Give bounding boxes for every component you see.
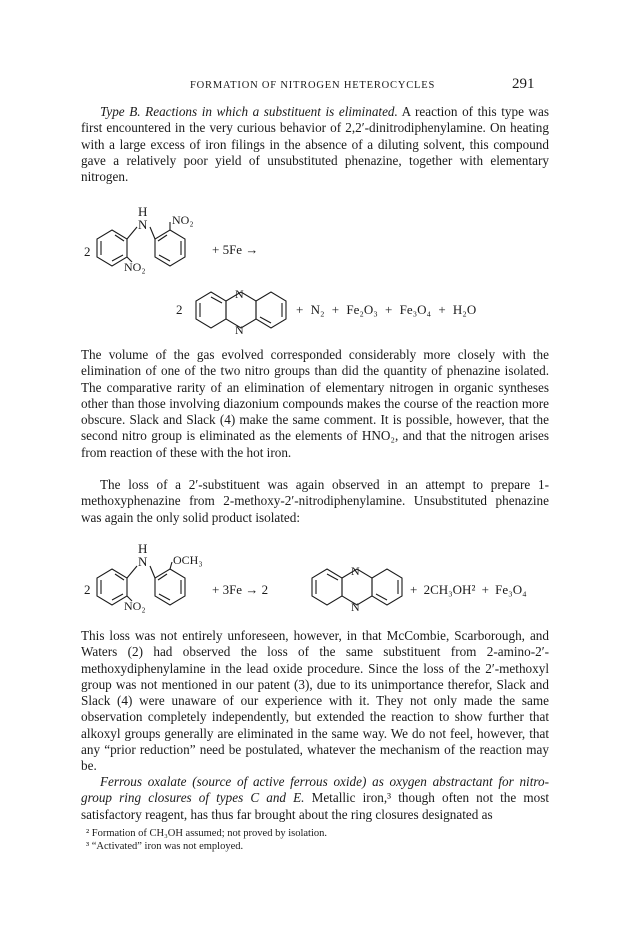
type-b-text: A reaction of this type was first encountered in the very curious behavior of 2,2′-dinitrodiphenylamine. On heating with a large excess of iron filings in the absence of a diluting solvent, this compound gave a relatively poor yield of unsubstituted phenazine, together with elementary nitrogen. [81, 104, 550, 185]
paragraph-type-b [81, 104, 549, 185]
eq2-plus-fe: + 3Fe → 2 [212, 582, 269, 597]
eq1-ring-n-top: N [235, 287, 244, 301]
eq2-no2-label: NO₂ [124, 599, 146, 613]
paragraph-mccombie: This loss was not entirely unforeseen, however, in that McCombie, Scarborough, and Waters (2) had observed the loss of the same substituent from 2-amino-2′-methoxydiphenylamine in the lead oxide procedure. Since the loss of the 2′-methoxyl group was not mentioned in our patent (3), due to its unimportance therefor, Slack and Slack (4) were unaware of our experience with it. They not only made the same observation completely independently, but extended the reaction to show further that alkoxyl groups generally are eliminated in the same way. We do not feel, however, that any “prior reduction” need be postulated, whatever the mechanism of the reaction may be. [81, 628, 549, 774]
paragraph-ferrous-oxalate [81, 774, 549, 823]
equation-2 [0, 536, 629, 626]
eq2-ring-n-bottom: N [351, 600, 360, 614]
eq1-no2-bottom: NO₂ [124, 260, 146, 274]
eq2-h-label: H [138, 541, 148, 556]
eq1-h-label: H [138, 204, 148, 219]
footnote-2: ² Formation of CH₃OH assumed; not proved by isolation. [86, 828, 327, 839]
footnote-3: ³ “Activated” iron was not employed. [86, 841, 244, 852]
eq2-ring-n-top: N [351, 564, 360, 578]
type-b-title: Reactions in which a substituent is eliminated. [145, 104, 398, 119]
running-head: FORMATION OF NITROGEN HETEROCYCLES [190, 80, 436, 91]
eq1-n-label: N [138, 217, 148, 232]
eq2-n-label: N [138, 554, 148, 569]
paragraph-2-substituent: The loss of a 2′-substituent was again observed in an attempt to prepare 1-methoxyphenazine from 2-methoxy-2′-nitrodiphenylamine. Unsubstituted phenazine was again the only solid product isolated: [81, 477, 549, 525]
eq2-byproducts: + 2CH₃OH² + Fe₃O₄ [410, 582, 527, 597]
eq1-product-coefficient: 2 [176, 302, 183, 317]
eq1-ring-n-bottom: N [235, 323, 244, 337]
type-b-label: Type B. [100, 104, 141, 119]
eq1-plus-fe: + 5Fe → [212, 242, 259, 257]
page-header [0, 76, 629, 96]
eq2-och3-label: OCH₃ [173, 553, 203, 567]
equation-1 [0, 196, 629, 341]
eq1-no2-top: NO₂ [172, 213, 194, 227]
page-number: 291 [512, 76, 535, 92]
ferrous-oxalate-text: Metallic iron,³ though often not the most satisfactory reagent, has thus far brought about the ring closures designated as [81, 790, 549, 822]
paragraph-gas-volume: The volume of the gas evolved corresponded considerably more closely with the elimination of one of the two nitro groups than did the quantity of phenazine isolated. The comparative rarity of an elimination of elementary nitrogen in organic syntheses other than those involving diazonium compounds makes the course of the reaction more obscure. Slack and Slack (4) make the same comment. It is possible, however, that the second nitro group is eliminated as the elements of HNO₂, and that the nitrogen arises from reaction of these with the hot iron. [81, 347, 549, 460]
eq2-coefficient: 2 [84, 582, 91, 597]
eq1-coefficient: 2 [84, 244, 91, 259]
ferrous-oxalate-title: Ferrous oxalate (source of active ferrous oxide) as oxygen abstractant for nitro-group ring closures of types C and E. [81, 774, 549, 806]
eq1-byproducts: + N₂ + Fe₂O₃ + Fe₃O₄ + H₂O [296, 302, 477, 317]
